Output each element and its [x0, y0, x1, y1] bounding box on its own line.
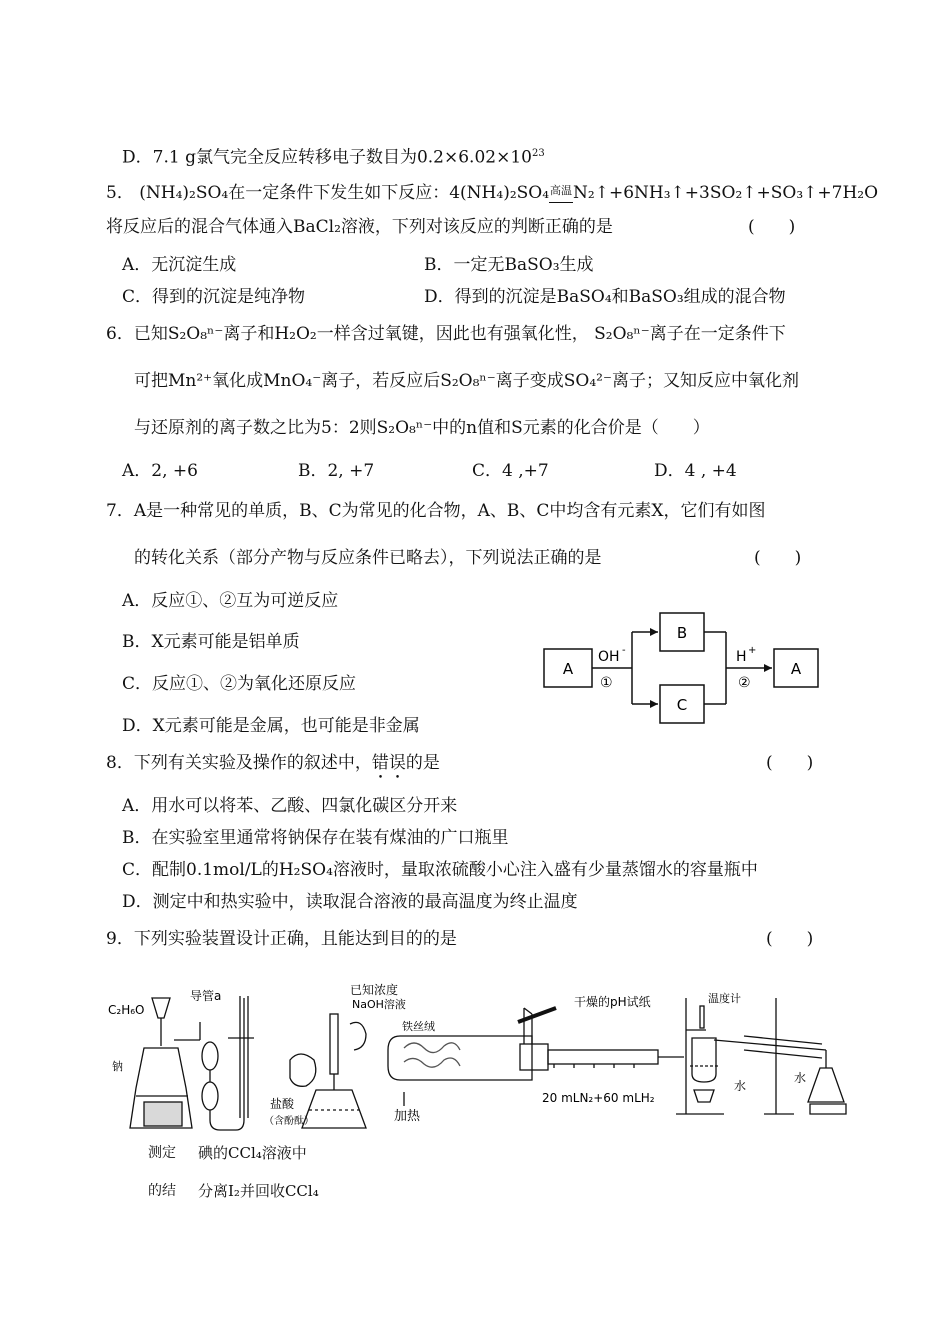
q7-step-2: ② [738, 675, 751, 691]
q7-reagent-h: H [736, 649, 747, 665]
q6-stem-line2: 可把Mn²⁺氧化成MnO₄⁻离子，若反应后S₂O₈ⁿ⁻离子变成SO₄²⁻离子；又知反应中氧化剂 [134, 371, 799, 391]
q4-option-d [122, 143, 545, 169]
q9-apparatus-4 [676, 998, 846, 1114]
q9-fig2-acid: 盐酸 [270, 1097, 295, 1111]
q9-fig3-paper-label: 干燥的pH试纸 [574, 995, 651, 1009]
q5-option-a: A．无沉淀生成 [122, 255, 237, 275]
q5-reactant: (NH₄)₂SO₄在一定条件下发生如下反应：4(NH₄)₂SO₄ [139, 183, 550, 203]
q7-step-1: ① [600, 675, 613, 691]
q9-fig4-thermo-label: 温度计 [708, 992, 741, 1005]
q7-answer-paren: ( ) [754, 548, 802, 568]
q7-conversion-diagram [540, 605, 820, 725]
q9-caption1-line2: 的结 [148, 1183, 176, 1199]
q9-fig4-water2-label: 水 [794, 1071, 807, 1085]
q9-apparatus-2 [290, 1014, 366, 1128]
q5-option-b: B．一定无BaSO₃生成 [424, 255, 594, 275]
q4-option-d-exponent: 23 [531, 148, 545, 159]
q5-stem-line2 [106, 216, 613, 238]
q5-option-c: C．得到的沉淀是纯净物 [122, 287, 306, 307]
q9-fig3-wool-label: 铁丝绒 [402, 1020, 435, 1033]
q9-caption2-line2: 分离I₂并回收CCl₄ [198, 1182, 319, 1200]
q7-reagent-oh-charge: - [622, 645, 626, 656]
q7-stem-line2: 的转化关系（部分产物与反应条件已略去），下列说法正确的是 [134, 548, 602, 568]
q6-stem-line1: 6．已知S₂O₈ⁿ⁻离子和H₂O₂一样含过氧键，因此也有强氧化性， S₂O₈ⁿ⁻离子在一定条件下 [106, 324, 786, 344]
q8-stem [106, 752, 440, 783]
q7-option-d: D．X元素可能是金属，也可能是非金属 [122, 716, 420, 736]
q8-answer-paren: ( ) [766, 753, 814, 773]
q9-fig2-indicator: （含酚酞） [264, 1116, 314, 1127]
q7-label-b: B [676, 624, 688, 642]
q7-stem-line1: 7．A是一种常见的单质，B、C为常见的化合物，A、B、C中均含有元素X，它们有如图 [106, 501, 766, 521]
q7-label-c: C [676, 696, 688, 714]
q6-option-a: A．2, +6 [122, 461, 198, 481]
q8-option-c: C．配制0.1mol/L的H₂SO₄溶液时，量取浓硫酸小心注入盛有少量蒸馏水的容量瓶中 [122, 860, 758, 880]
q9-apparatus-figure [104, 978, 866, 1136]
q9-caption1-line1: 测定 [148, 1145, 176, 1161]
q9-stem: 9．下列实验装置设计正确，且能达到目的的是 [106, 929, 457, 949]
q5-condition: 高温 [549, 180, 573, 203]
q9-apparatus-1 [130, 996, 254, 1130]
q4-option-d-text: D．7.1 g氯气完全反应转移电子数目为0.2×6.02×10 [122, 147, 532, 168]
q9-fig2-top2: NaOH溶液 [352, 998, 406, 1011]
q7-label-a-right: A [790, 660, 802, 678]
q9-fig2-top1: 已知浓度 [350, 983, 399, 997]
q5-stem-text: 将反应后的混合气体通入BaCl₂溶液，下列对该反应的判断正确的是 [106, 217, 613, 237]
q7-reagent-h-charge: + [748, 645, 757, 656]
q7-option-b: B．X元素可能是铝单质 [122, 632, 300, 652]
q5-number: 5． [106, 183, 134, 203]
q7-option-a: A．反应①、②互为可逆反应 [122, 591, 339, 611]
q8-option-a: A．用水可以将苯、乙酸、四氯化碳区分开来 [122, 796, 458, 816]
q8-stem-pre: 8．下列有关实验及操作的叙述中， [106, 753, 372, 773]
q7-reagent-oh: OH [598, 649, 620, 665]
q9-fig3-gas-label: 20 mLN₂+60 mLH₂ [542, 1091, 655, 1105]
q9-fig4-water1-label: 水 [734, 1079, 747, 1093]
q6-option-c: C．4 ,+7 [472, 461, 549, 481]
q9-fig1-formula: C₂H₆O [108, 1003, 145, 1017]
q6-option-b: B．2, +7 [298, 461, 375, 481]
q9-fig3-heat-label: 加热 [394, 1109, 421, 1124]
q6-option-d: D．4 , +4 [654, 461, 737, 481]
q9-caption2-line1: 碘的CCl₄溶液中 [198, 1144, 307, 1162]
q9-fig1-tube-label: 导管a [190, 989, 222, 1003]
q5-option-d: D．得到的沉淀是BaSO₄和BaSO₃组成的混合物 [424, 287, 786, 307]
q9-answer-paren: ( ) [766, 929, 814, 949]
q9-fig1-metal-label: 钠 [112, 1060, 123, 1073]
q5-answer-paren: ( ) [748, 217, 796, 237]
q6-stem-line3: 与还原剂的离子数之比为5：2则S₂O₈ⁿ⁻中的n值和S元素的化合价是（ ） [134, 418, 710, 438]
q5-stem-line1 [106, 180, 878, 204]
q5-products: N₂↑+6NH₃↑+3SO₂↑+SO₃↑+7H₂O [573, 183, 879, 203]
q8-stem-post: 的是 [405, 753, 440, 773]
q7-option-c: C．反应①、②为氧化还原反应 [122, 674, 357, 694]
q8-option-d: D．测定中和热实验中，读取混合溶液的最高温度为终止温度 [122, 892, 578, 912]
q7-label-a-left: A [562, 660, 574, 678]
q8-stem-emphasis: 错误 [371, 753, 406, 773]
q8-option-b: B．在实验室里通常将钠保存在装有煤油的广口瓶里 [122, 828, 509, 848]
